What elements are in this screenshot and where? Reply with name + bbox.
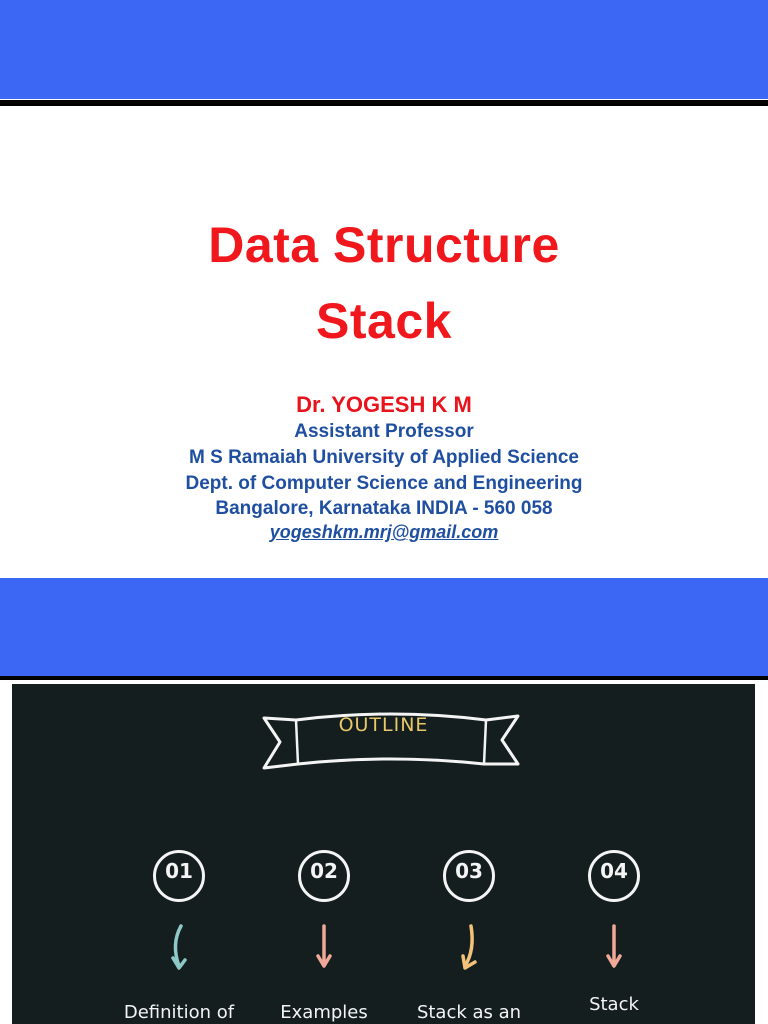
author-name: Dr. YOGESH K M xyxy=(296,392,472,417)
outline-step-2 xyxy=(267,844,387,1024)
step-3-number: 03 xyxy=(455,859,483,883)
step-2-label: Examples xyxy=(280,1002,368,1023)
curved-down-arrow-icon xyxy=(167,922,191,974)
outline-slide xyxy=(12,684,755,1024)
slide-title-line1: Data Structure xyxy=(208,217,560,273)
step-1-number: 01 xyxy=(165,859,193,883)
down-arrow-icon xyxy=(312,922,336,974)
outline-step-1 xyxy=(122,844,242,1024)
title-slide xyxy=(0,106,768,578)
down-arrow-icon xyxy=(602,922,626,974)
outline-step-4 xyxy=(557,844,677,1024)
author-email-link[interactable]: yogeshkm.mrj@gmail.com xyxy=(269,522,499,542)
author-address: Bangalore, Karnataka INDIA - 560 058 xyxy=(215,498,553,519)
outline-step-3 xyxy=(412,844,532,1024)
slide-title-line2: Stack xyxy=(316,293,452,349)
step-2-number: 02 xyxy=(310,859,338,883)
step-4-number: 04 xyxy=(600,859,628,883)
middle-divider xyxy=(0,676,768,680)
curved-down-arrow-icon xyxy=(457,922,481,974)
outline-heading: OUTLINE xyxy=(338,714,429,736)
step-3-label: Stack as an xyxy=(416,1002,522,1023)
author-role: Assistant Professor xyxy=(294,421,474,442)
top-blue-band xyxy=(0,0,768,99)
middle-blue-band xyxy=(0,578,768,676)
step-1-label: Definition of xyxy=(123,1002,235,1023)
step-4-label: Stack xyxy=(589,994,639,1015)
author-university: M S Ramaiah University of Applied Science xyxy=(189,447,579,468)
author-department: Dept. of Computer Science and Engineering xyxy=(185,473,583,494)
